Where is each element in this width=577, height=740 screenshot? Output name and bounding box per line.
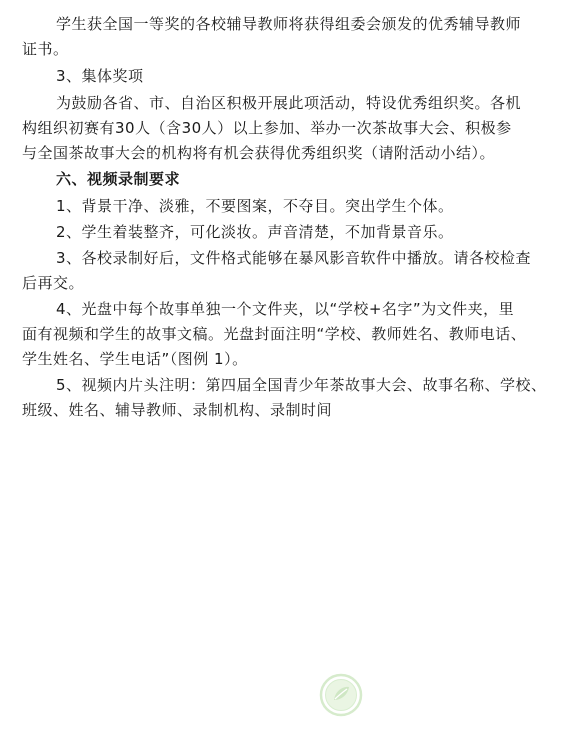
- text-line-14: 学生姓名、学生电话”（图例 1）。: [22, 350, 248, 368]
- text-line-15: 5、视频内片头注明：第四届全国青少年茶故事大会、故事名称、学校、: [56, 376, 547, 394]
- text-line-12: 4、光盘中每个故事单独一个文件夹，以“学校+名字”为文件夹，里: [56, 300, 515, 318]
- text-line-8: 1、背景干净、淡雅，不要图案，不夺目。突出学生个体。: [56, 197, 454, 215]
- text-line-10: 3、各校录制好后，文件格式能够在暴风影音软件中播放。请各校检查: [56, 249, 532, 267]
- text-line-4: 为鼓励各省、市、自治区积极开展此项活动，特设优秀组织奖。各机: [56, 94, 522, 112]
- section-heading-collective-awards: 3、集体奖项: [56, 67, 144, 85]
- leaf-circle-logo-icon: [319, 673, 363, 717]
- text-line-2: 证书。: [22, 40, 69, 58]
- section-heading-video-requirements: 六、视频录制要求: [56, 170, 181, 188]
- text-line-6: 与全国茶故事大会的机构将有机会获得优秀组织奖（请附活动小结）。: [22, 144, 496, 162]
- text-line-5: 构组织初赛有30人（含30人）以上参加、举办一次茶故事大会、积极参: [22, 119, 512, 137]
- text-line-1: 学生获全国一等奖的各校辅导教师将获得组委会颁发的优秀辅导教师: [56, 15, 522, 33]
- text-line-16: 班级、姓名、辅导教师、录制机构、录制时间: [22, 401, 333, 419]
- text-line-13: 面有视频和学生的故事文稿。光盘封面注明“学校、教师姓名、教师电话、: [22, 325, 527, 343]
- text-line-9: 2、学生着装整齐，可化淡妆。声音清楚，不加背景音乐。: [56, 223, 454, 241]
- text-line-11: 后再交。: [22, 274, 85, 292]
